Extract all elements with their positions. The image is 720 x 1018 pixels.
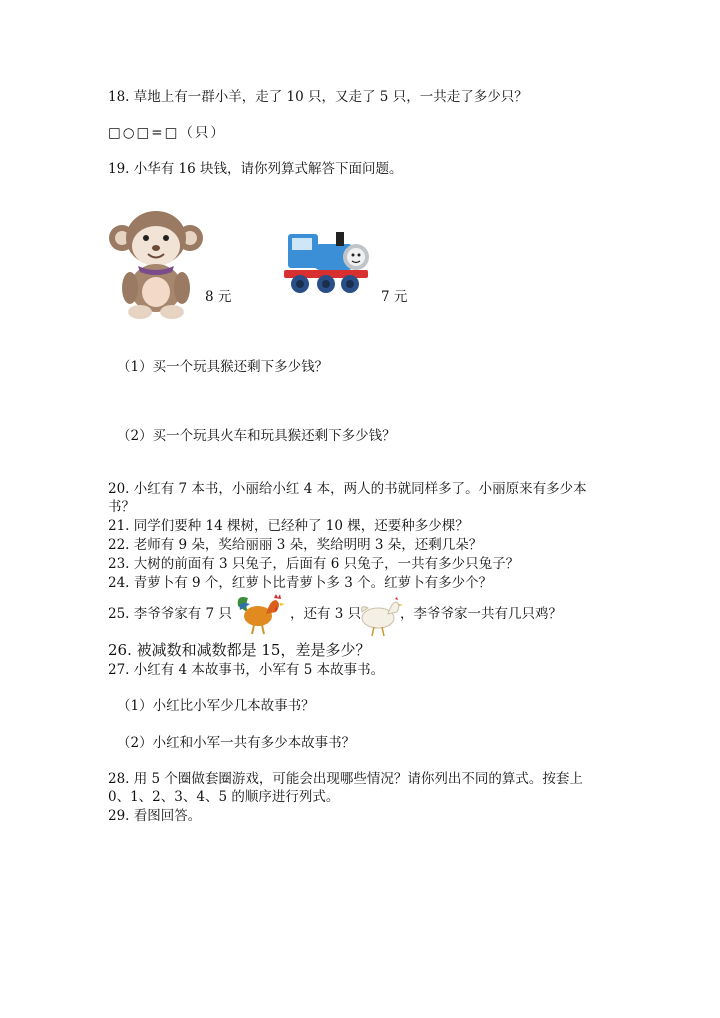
rooster-icon [234, 592, 286, 636]
monkey-price: 8 元 [205, 289, 232, 305]
question-25-part-b: ，还有 3 只 [290, 606, 362, 622]
question-27: 27. 小红有 4 本故事书，小军有 5 本故事书。 [108, 662, 385, 678]
question-25-part-a: 25. 李爷爷家有 7 只 [108, 606, 232, 622]
question-25-part-c: ，李爷爷家一共有几只鸡？ [400, 606, 562, 622]
question-19: 19. 小华有 16 块钱，请你列算式解答下面问题。 [108, 161, 403, 177]
question-27-part-2: （2）小红和小军一共有多少本故事书？ [117, 735, 356, 751]
question-22: 22. 老师有 9 朵，奖给丽丽 3 朵，奖给明明 3 朵，还剩几朵？ [108, 537, 483, 553]
question-19-part-1: （1）买一个玩具猴还剩下多少钱？ [117, 359, 329, 375]
question-28: 28. 用 5 个圈做套圈游戏，可能会出现哪些情况？请你列出不同的算式。按套上 0、1、2、3、4、5 的顺序进行列式。 [108, 771, 583, 805]
question-24: 24. 青萝卜有 9 个，红萝卜比青萝卜多 3 个。红萝卜有多少个？ [108, 575, 493, 591]
question-23: 23. 大树的前面有 3 只兔子，后面有 6 只兔子，一共有多少只兔子？ [108, 556, 520, 572]
question-26: 26. 被减数和减数都是 15，差是多少？ [108, 641, 371, 659]
question-21: 21. 同学们要种 14 棵树，已经种了 10 棵，还要种多少棵？ [108, 518, 469, 534]
toy-monkey-icon [106, 208, 206, 320]
question-18-answer-template: □○□=□（只） [108, 125, 226, 141]
train-price: 7 元 [381, 289, 408, 305]
question-27-part-1: （1）小红比小军少几本故事书？ [117, 698, 315, 714]
hen-icon [358, 596, 404, 638]
question-18: 18. 草地上有一群小羊，走了 10 只，又走了 5 只，一共走了多少只？ [108, 89, 528, 105]
question-29: 29. 看图回答。 [108, 808, 202, 824]
question-19-part-2: （2）买一个玩具火车和玩具猴还剩下多少钱？ [117, 428, 396, 444]
question-20: 20. 小红有 7 本书，小丽给小红 4 本，两人的书就同样多了。小丽原来有多少本书？ [108, 481, 587, 515]
toy-train-icon [284, 226, 372, 298]
